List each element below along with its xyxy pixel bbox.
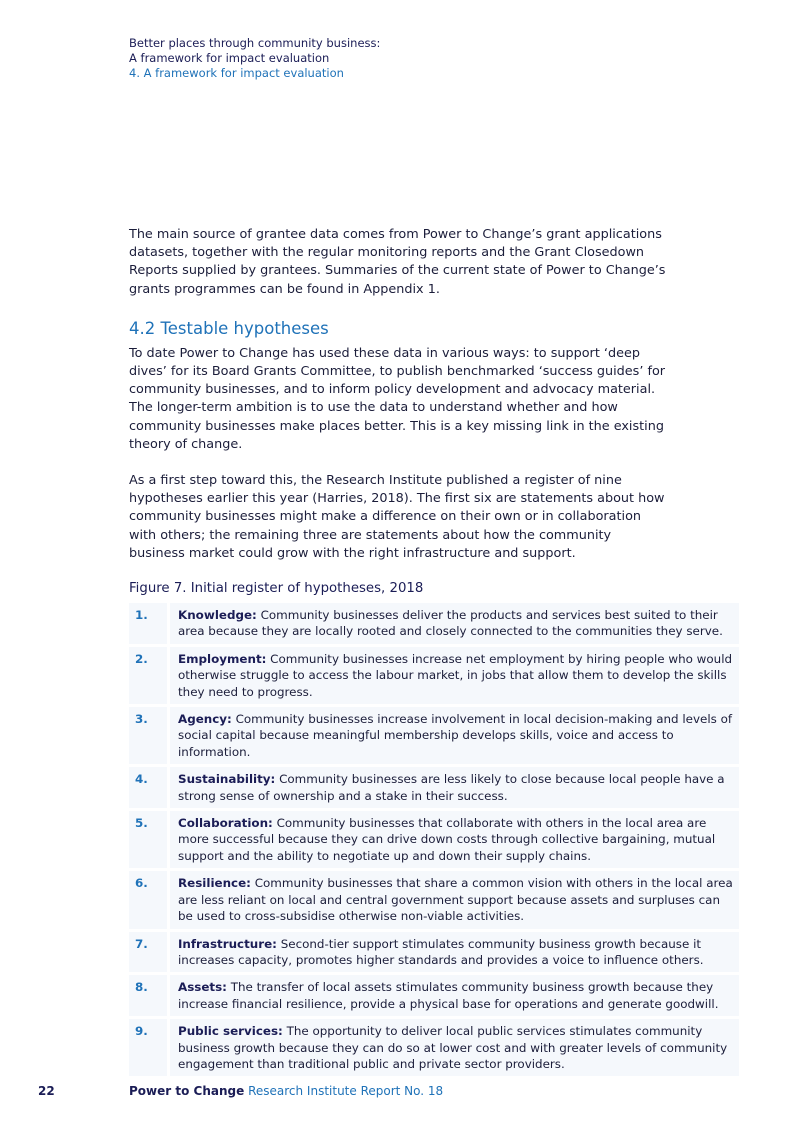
- hypothesis-number: 3.: [129, 707, 170, 764]
- hypothesis-term: Assets:: [178, 980, 227, 995]
- hypothesis-description: Community businesses that collaborate with others in the local area are more successful because they can drive down costs through collective bargaining, mutual support and the ability to negotiate up and down their supply chains.: [178, 816, 716, 863]
- hypothesis-description: Community businesses are less likely to close because local people have a strong sense of ownership and a stake in their success.: [178, 772, 725, 803]
- hypothesis-term: Knowledge:: [178, 608, 257, 622]
- table-row: [129, 1019, 739, 1076]
- header-chapter: 4. A framework for impact evaluation: [129, 66, 344, 80]
- figure-caption: Figure 7. Initial register of hypotheses, 2018: [129, 581, 424, 597]
- hypothesis-text: [170, 1019, 739, 1076]
- hypothesis-description: Community businesses deliver the products and services best suited to their area because they are locally rooted and closely connected to the communities they serve.: [178, 608, 723, 639]
- hypothesis-text: [170, 871, 739, 928]
- hypothesis-number: 8.: [129, 975, 170, 1016]
- hypothesis-term: Infrastructure:: [178, 936, 277, 951]
- table-row: [129, 647, 739, 704]
- hypothesis-description: Community businesses increase net employment by hiring people who would otherwise struggle to access the labour market, in jobs that allow them to develop the skills they need to progress.: [178, 651, 733, 699]
- page-number: 22: [38, 1084, 55, 1098]
- hypothesis-description: Community businesses increase involvement in local decision-making and levels of social capital because meaningful membership develops skills, voice and access to information.: [178, 712, 733, 759]
- main-content: [129, 226, 669, 604]
- hypothesis-term: Employment:: [178, 651, 267, 666]
- header-title-line2: A framework for impact evaluation: [129, 51, 330, 65]
- footer-org-name: Power to Change: [129, 1084, 245, 1098]
- hypothesis-text: [170, 811, 739, 868]
- hypothesis-text: [170, 975, 739, 1016]
- hypothesis-text: [170, 603, 739, 644]
- footer-report-title: [129, 1083, 443, 1099]
- section-paragraph-2: As a first step toward this, the Research Institute published a register of nine hypotheses earlier this year (Harries, 2018). The first six are statements about how community businesses might make a difference on their own or in collaboration with others; the remaining three are statements about how the community business market could grow with the right infrastructure and support.: [129, 473, 665, 561]
- hypothesis-text: [170, 932, 739, 973]
- table-row: [129, 707, 739, 764]
- hypothesis-term: Agency:: [178, 712, 232, 727]
- hypotheses-table: [129, 600, 739, 1079]
- hypothesis-description: The opportunity to deliver local public services stimulates community business growth because they can do so at lower cost and with greater levels of community engagement than traditional public and private sector providers.: [178, 1024, 728, 1071]
- table-row: [129, 932, 739, 973]
- section-paragraph-1: To date Power to Change has used these data in various ways: to support ‘deep dives’ for its Board Grants Committee, to publish benchmarked ‘success guides’ for community businesses, and to inform policy development and advocacy material. The longer-term ambition is to use the data to understand whether and how community businesses make places better. This is a key missing link in the existing theory of change.: [129, 345, 666, 452]
- table-row: [129, 975, 739, 1016]
- table-row: [129, 871, 739, 928]
- hypothesis-number: 9.: [129, 1019, 170, 1076]
- hypothesis-term: Sustainability:: [178, 772, 276, 787]
- table-row: [129, 767, 739, 808]
- hypothesis-text: [170, 707, 739, 764]
- hypothesis-number: 7.: [129, 932, 170, 973]
- hypothesis-term: Collaboration:: [178, 816, 273, 831]
- hypothesis-text: [170, 647, 739, 704]
- table-row: [129, 811, 739, 868]
- hypothesis-number: 2.: [129, 647, 170, 704]
- hypothesis-number: 1.: [129, 603, 170, 644]
- hypothesis-number: 4.: [129, 767, 170, 808]
- hypothesis-number: 5.: [129, 811, 170, 868]
- hypothesis-term: Public services:: [178, 1024, 283, 1039]
- hypothesis-text: [170, 767, 739, 808]
- footer-report-name: Research Institute Report No. 18: [244, 1084, 444, 1098]
- intro-paragraph: The main source of grantee data comes from Power to Change’s grant applications datasets, together with the regular monitoring reports and the Grant Closedown Reports supplied by grantees. Summaries of the current state of Power to Change’s grants programmes can be found in Appendix 1.: [129, 227, 666, 297]
- header-title-line1: Better places through community business:: [129, 36, 381, 50]
- table-row: [129, 603, 739, 644]
- hypothesis-description: The transfer of local assets stimulates community business growth because they increase financial resilience, provide a physical base for operations and generate goodwill.: [178, 980, 719, 1011]
- hypothesis-description: Second-tier support stimulates community business growth because it increases capacity, promotes higher standards and provides a voice to influence others.: [178, 936, 704, 967]
- hypothesis-term: Resilience:: [178, 876, 251, 891]
- hypothesis-description: Community businesses that share a common vision with others in the local area are less reliant on local and central government support because assets and surpluses can be used to cross-subsidise otherwise non-viable activities.: [178, 876, 733, 924]
- section-heading: 4.2 Testable hypotheses: [129, 318, 329, 338]
- hypothesis-number: 6.: [129, 871, 170, 928]
- running-header: [129, 36, 380, 81]
